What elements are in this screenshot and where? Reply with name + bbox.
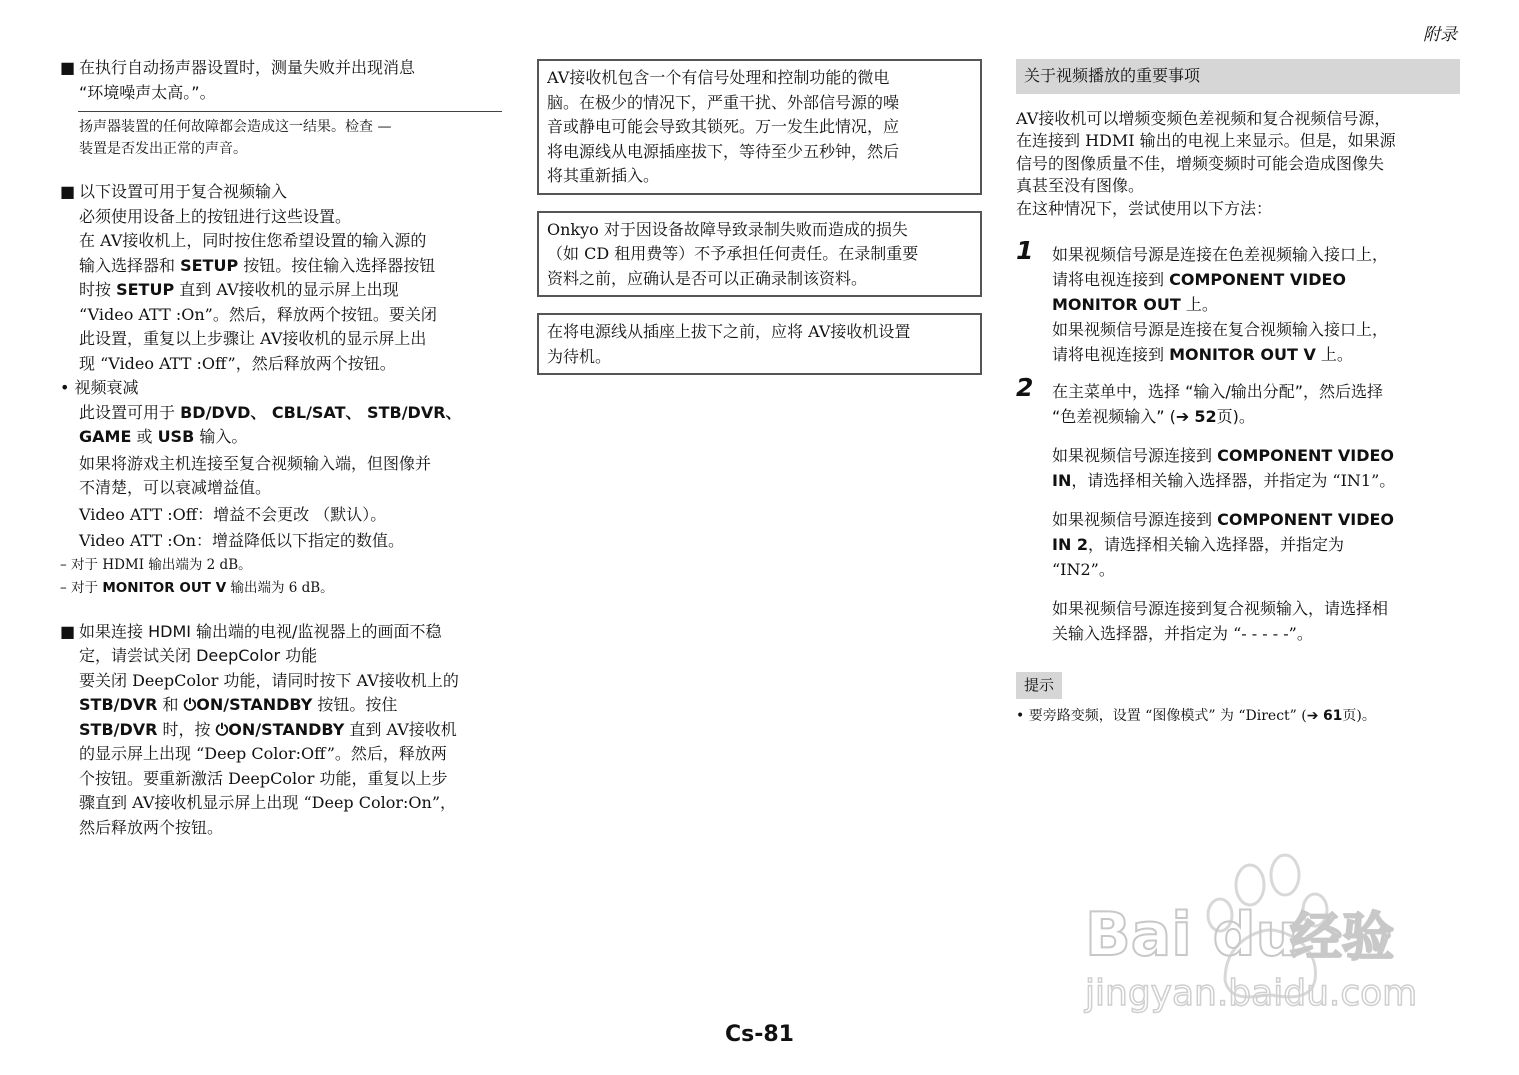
notice-box-liability: Onkyo 对于因设备故障导致录制失败而造成的损失 （如 CD 租用费等）不予承担任何责任。在录制重要 资料之前，应确认是否可以正确录制该资料。 (537, 211, 982, 298)
notice-box-standby: 在将电源线从插座上拔下之前，应将 AV接收机设置 为待机。 (537, 313, 982, 375)
divider (78, 111, 502, 112)
dash-list: – 对于 HDMI 输出端为 2 dB。 – 对于 MONITOR OUT V 输出端为 6 dB。 (60, 556, 334, 596)
left-column (60, 56, 502, 840)
baidu-watermark-logo (1075, 830, 1435, 1030)
note-text: 扬声器装置的任何故障都会造成这一结果。检查 — 装置是否发出正常的声音。 (79, 119, 392, 157)
middle-column (537, 59, 982, 391)
heading-line: 在执行自动扬声器设置时，测量失败并出现消息 (79, 58, 416, 77)
section-heading-auto-speaker (60, 56, 502, 105)
square-bullet-icon: ■ (60, 58, 76, 77)
tip-label: 提示 (1016, 672, 1062, 699)
step-number: 2 (1016, 373, 1034, 402)
svg-text:经验: 经验 (1290, 908, 1395, 968)
tip-section (1016, 672, 1460, 727)
step-1: 1 如果视频信号源是连接在色差视频输入接口上， 请将电视连接到 COMPONENT VIDEO MONITOR OUT 上。 如果视频信号源是连接在复合视频输入接口上， 请将电视连接到 MONITOR OUT V 上。 (1016, 236, 1389, 364)
square-bullet-icon: ■ (60, 182, 76, 201)
step-2: 2 在主菜单中，选择 “输入/输出分配”，然后选择 “色差视频输入” (➔ 52页)。 (1016, 373, 1384, 426)
svg-text:jingyan.baidu.com: jingyan.baidu.com (1085, 973, 1418, 1014)
section-title-video-playback: 关于视频播放的重要事项 (1016, 59, 1460, 94)
component-in-paragraph: 如果视频信号源连接到 COMPONENT VIDEO IN，请选择相关输入选择器，并指定为 “IN1”。 (1052, 446, 1396, 490)
bullet-video-attenuation: • 视频衰减 (60, 378, 139, 397)
svg-text:Bai du: Bai du (1085, 900, 1299, 970)
composite-paragraph: 如果视频信号源连接到复合视频输入，请选择相 关输入选择器，并指定为 “- - - - -”。 (1052, 599, 1389, 643)
heading-line: “环境噪声太高。”。 (79, 82, 216, 102)
attenuation-paragraph: 此设置可用于 BD/DVD、 CBL/SAT、 STB/DVR、 GAME 或 USB 输入。 如果将游戏主机连接至复合视频输入端，但图像并 不清楚，可以衰减增益值。 Video ATT :Off：增益不会更改 （默认）。 Video ATT :On：增益降低以下指定的数值。 (79, 402, 462, 550)
notice-box-lockup: AV接收机包含一个有信号处理和控制功能的微电 脑。在极少的情况下，严重干扰、外部信号源的噪 音或静电可能会导致其锁死。万一发生此情况，应 将电源线从电源插座拔下，等待至少五秒钟，然后 将其重新插入。 (537, 59, 982, 195)
component-in2-paragraph: 如果视频信号源连接到 COMPONENT VIDEO IN 2，请选择相关输入选择器，并指定为 “IN2”。 (1052, 510, 1395, 579)
section-heading-deepcolor: ■ 如果连接 HDMI 输出端的电视/监视器上的画面不稳 定，请尝试关闭 DeepColor 功能 (60, 621, 442, 665)
composite-paragraph: 必须使用设备上的按钮进行这些设置。 在 AV接收机上，同时按住您希望设置的输入源的 输入选择器和 SETUP 按钮。按住输入选择器按钮 时按 SETUP 直到 AV接收机的显示屏上出现 “Video ATT :On”。然后，释放两个按钮。要关闭 此设置，重复以上步骤让 AV接收机的显示屏上出 现 “Video ATT :Off”，然后释放两个按钮。 (79, 206, 437, 373)
appendix-label: 附录 (1423, 25, 1457, 45)
section-heading-composite: ■ 以下设置可用于复合视频输入 (60, 180, 502, 205)
page-number: Cs-81 (725, 1022, 794, 1047)
intro-paragraph: AV接收机可以增频变频色差视频和复合视频信号源， 在连接到 HDMI 输出的电视上来显示。但是，如果源 信号的图像质量不佳，增频变频时可能会造成图像失 真甚至没有图像。 在这种情况下，尝试使用以下方法： (1016, 108, 1396, 218)
step-number: 1 (1016, 236, 1034, 265)
right-column (1016, 59, 1460, 727)
deepcolor-paragraph: 要关闭 DeepColor 功能，请同时按下 AV接收机上的 STB/DVR 和 ⏻ON/STANDBY 按钮。按住 STB/DVR 时，按 ⏻ON/STANDBY 直到 AV接收机 的显示屏上出现 “Deep Color:Off”。然后，释放两 个按钮。要重新激活 DeepColor 功能，重复以上步 骤直到 AV接收机显示屏上出现 “Deep Color:On”， 然后释放两个按钮。 (79, 670, 459, 837)
tip-text: • 要旁路变频，设置 “图像模式” 为 “Direct” (➔ 61页)。 (1016, 707, 1376, 724)
square-bullet-icon: ■ (60, 621, 76, 641)
